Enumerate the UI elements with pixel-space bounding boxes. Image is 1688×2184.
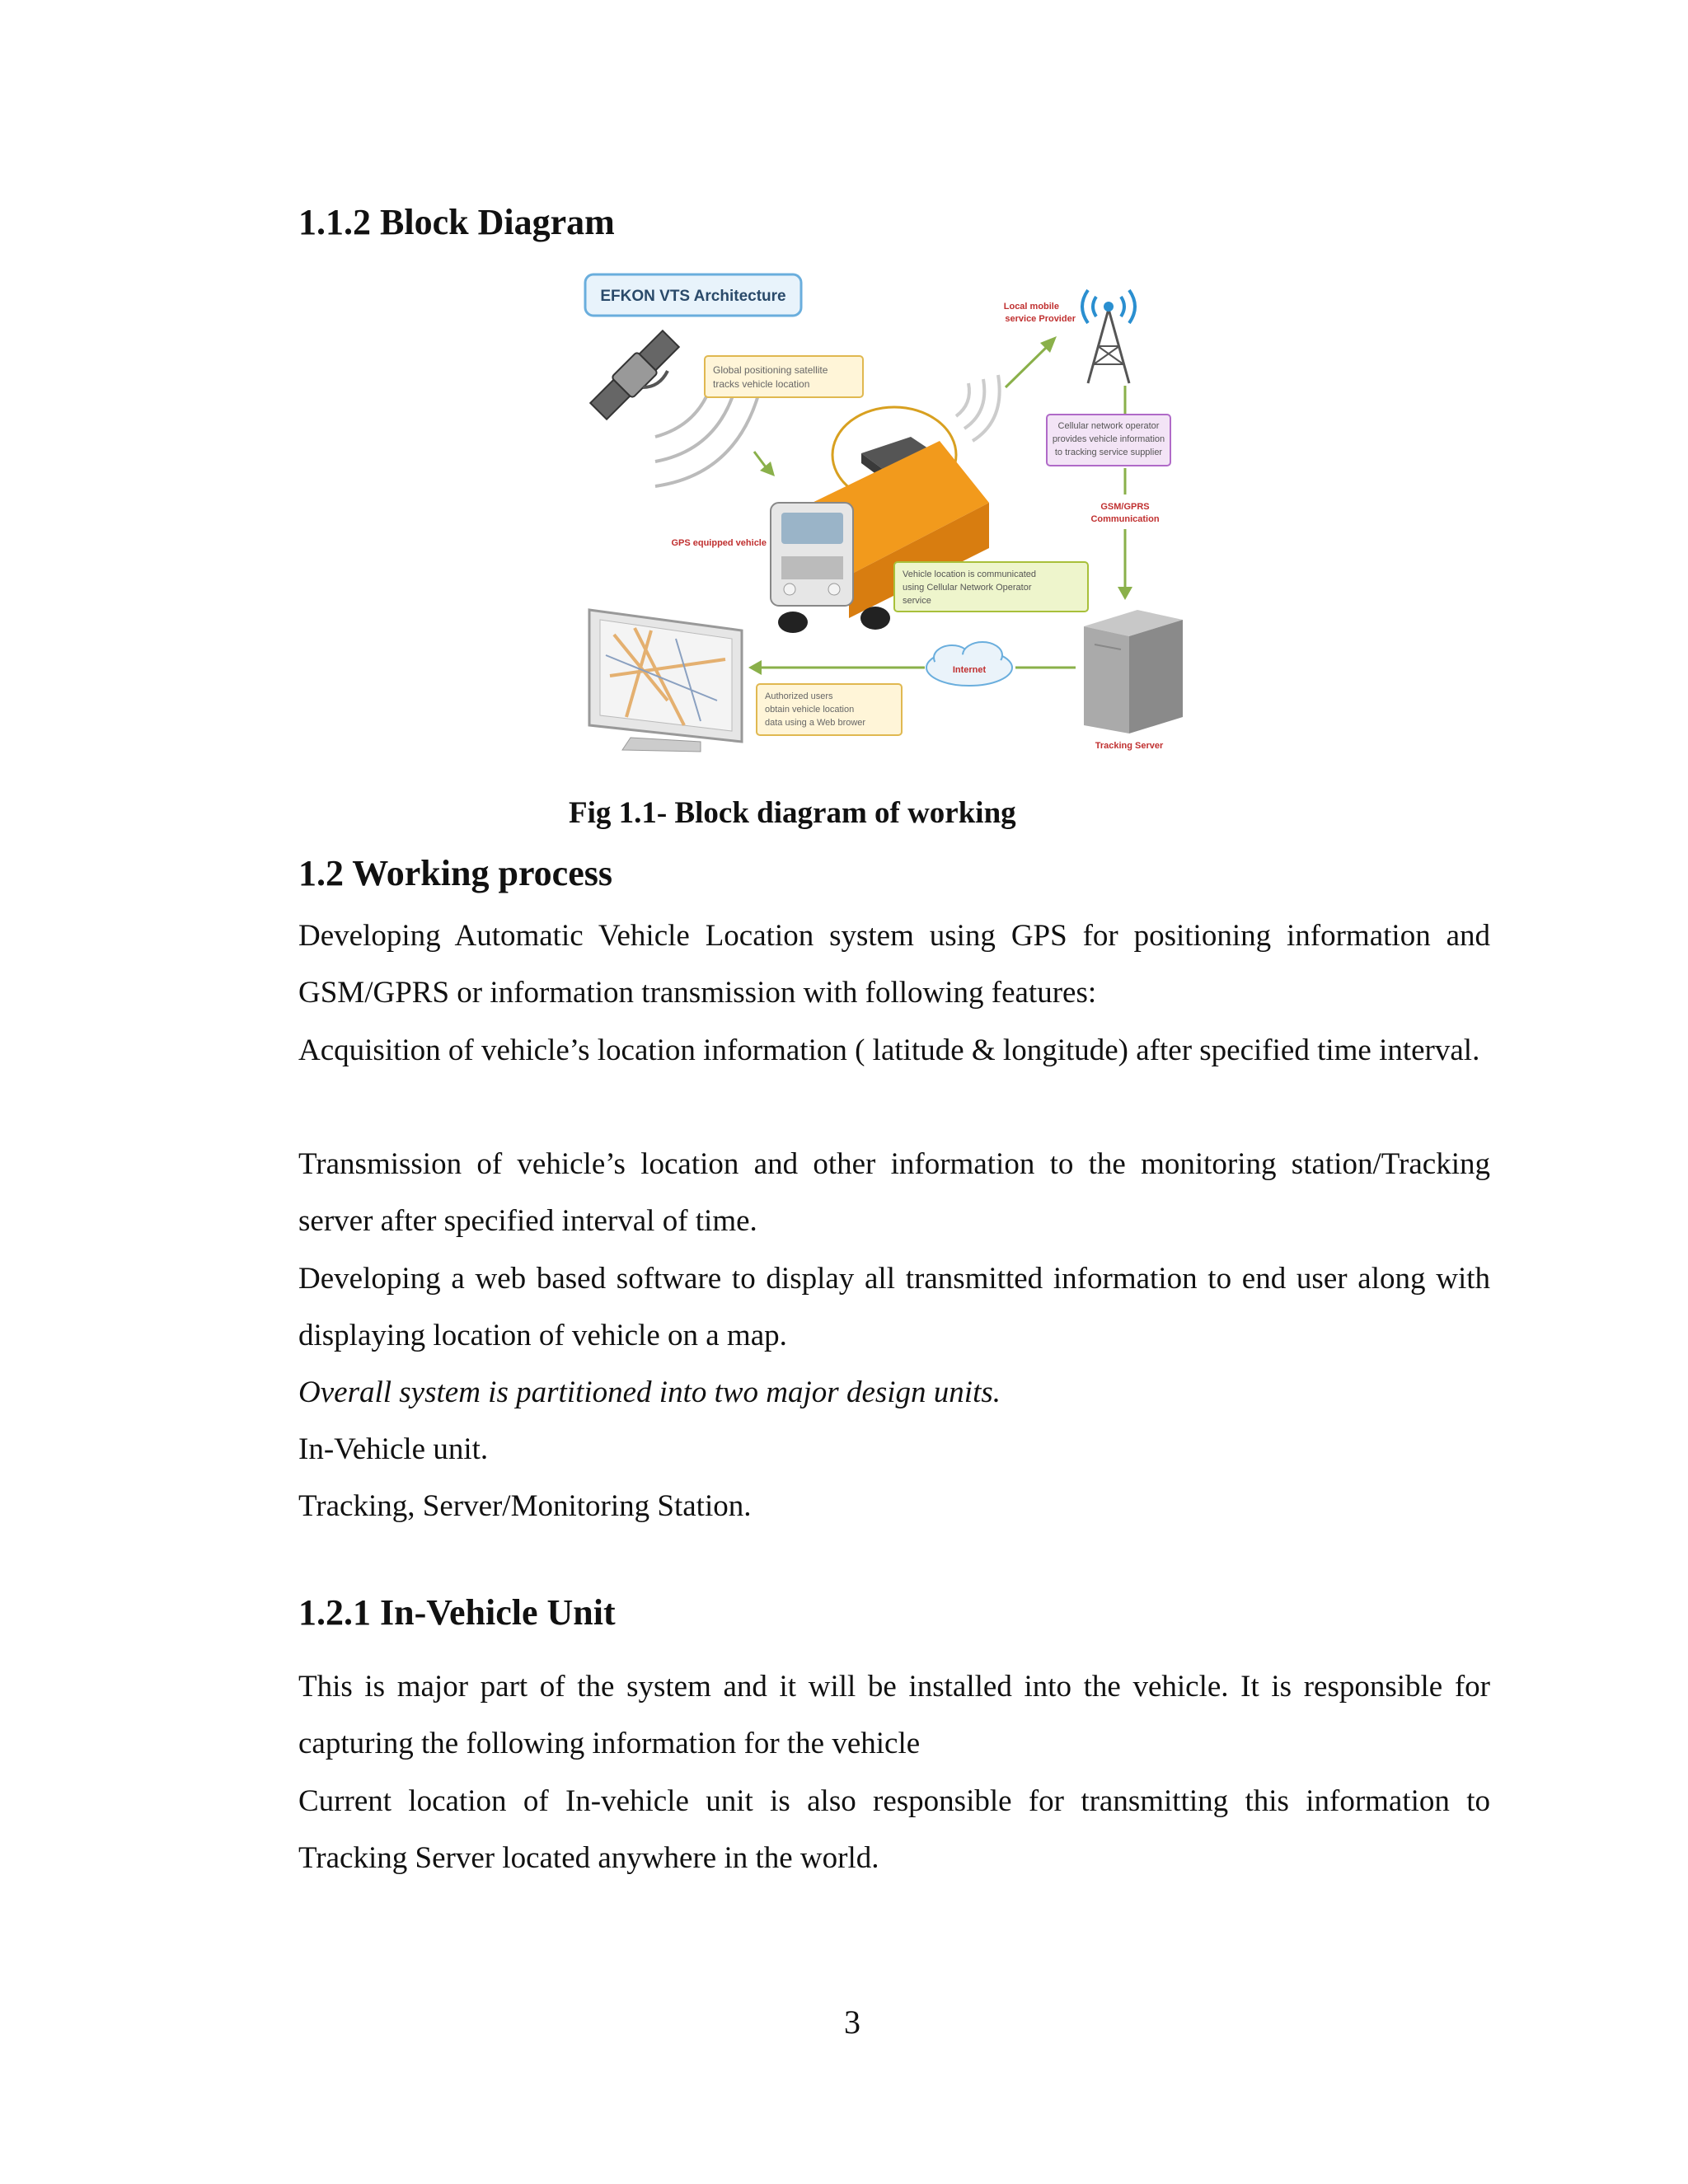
block-diagram-figure	[577, 264, 1212, 766]
architecture-title: EFKON VTS Architecture	[600, 288, 786, 305]
heading-in-vehicle-unit: 1.2.1 In-Vehicle Unit	[298, 1592, 616, 1633]
users-note-line-3: data using a Web brower	[765, 718, 866, 728]
cellular-note-line-1: Cellular network operator	[1057, 421, 1160, 431]
paragraph-intro: Developing Automatic Vehicle Location system using GPS for positioning information and GSM/GPRS or information transmission with following features:	[298, 919, 1490, 1010]
paragraph-current-location: Current location of In-vehicle unit is also responsible for transmitting this information to Tracking Server located anywhere in the world.	[298, 1784, 1490, 1875]
paragraph-partition: Overall system is partitioned into two major design units.	[298, 1376, 1001, 1409]
users-note-line-1: Authorized users	[765, 691, 833, 701]
vehicle-note-line-2: using Cellular Network Operator	[903, 583, 1032, 593]
heading-block-diagram: 1.1.2 Block Diagram	[298, 202, 615, 242]
server-icon	[1084, 610, 1183, 733]
cellular-note-line-2: provides vehicle information	[1052, 434, 1165, 444]
gsm-label-line-1: GSM/GPRS	[1100, 502, 1150, 512]
gps-note-line-1: Global positioning satellite	[713, 364, 828, 376]
page-number: 3	[844, 2004, 860, 2041]
paragraph-tracking-station: Tracking, Server/Monitoring Station.	[298, 1489, 752, 1523]
paragraph-major-part: This is major part of the system and it will be installed into the vehicle. It is responsible for capturing the following information for the vehicle	[298, 1670, 1490, 1760]
gps-vehicle-label: GPS equipped vehicle	[671, 538, 767, 548]
vehicle-note-line-1: Vehicle location is communicated	[903, 569, 1037, 579]
internet-cloud-icon	[926, 642, 1012, 686]
gsm-label-line-2: Communication	[1090, 514, 1160, 524]
heading-working-process: 1.2 Working process	[298, 853, 612, 893]
local-provider-line-1: Local mobile	[1003, 302, 1059, 312]
paragraph-in-vehicle-unit: In-Vehicle unit.	[298, 1432, 489, 1466]
tracking-server-label: Tracking Server	[1095, 741, 1164, 751]
figure-caption: Fig 1.1- Block diagram of working	[569, 796, 1016, 830]
cellular-note-line-3: to tracking service supplier	[1054, 448, 1163, 457]
internet-label: Internet	[952, 665, 987, 675]
vehicle-note-line-3: service	[903, 596, 931, 606]
gps-note-box	[705, 356, 863, 397]
gps-note-line-2: tracks vehicle location	[713, 378, 810, 390]
paragraph-transmission: Transmission of vehicle’s location and other information to the monitoring station/Tracking server after specified interval of time.	[298, 1147, 1490, 1238]
paragraph-web-software: Developing a web based software to display all transmitted information to end user along with displaying location of vehicle on a map.	[298, 1262, 1490, 1352]
users-note-line-2: obtain vehicle location	[765, 705, 855, 715]
paragraph-acquisition: Acquisition of vehicle’s location information ( latitude & longitude) after specified time interval.	[298, 1033, 1480, 1067]
local-provider-line-2: service Provider	[1005, 314, 1076, 324]
